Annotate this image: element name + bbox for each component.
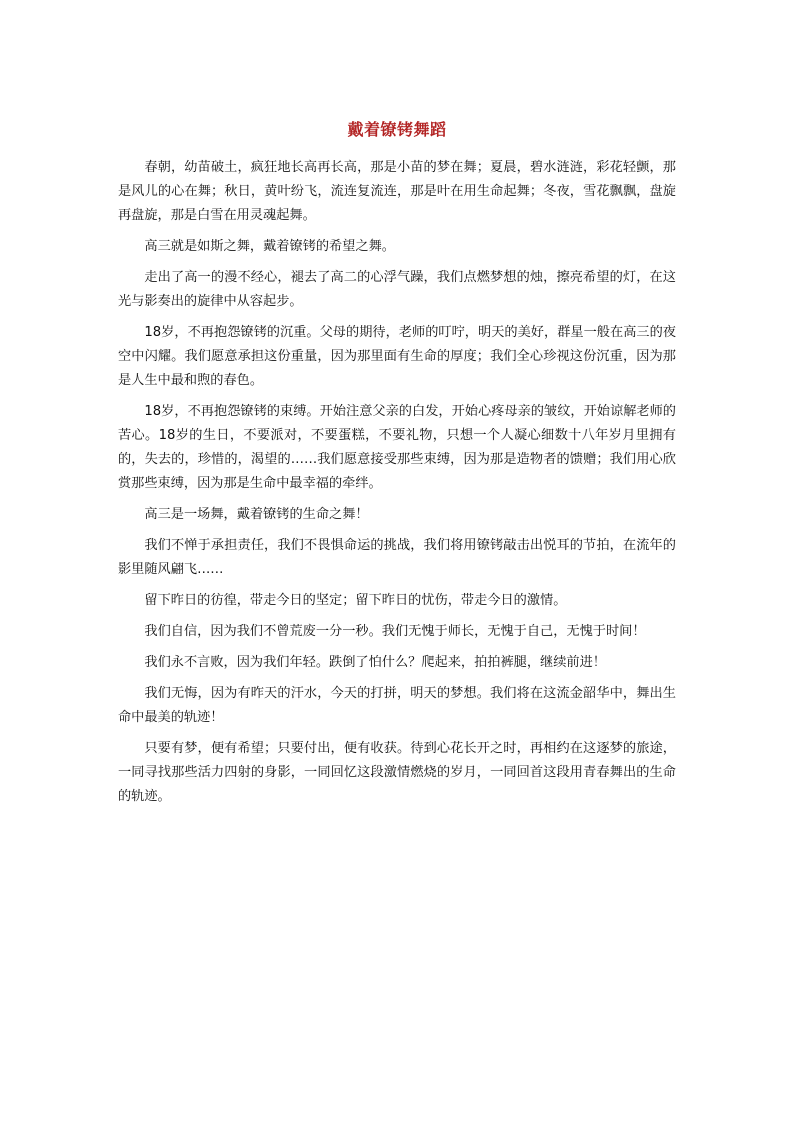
paragraph-2: 高三就是如斯之舞，戴着镣铐的希望之舞。 [144, 239, 395, 254]
document-page [118, 118, 676, 816]
paragraph-9: 我们自信，因为我们不曾荒废一分一秒。我们无愧于师长，无愧于自己，无愧于时间！ [144, 624, 646, 639]
paragraph-4: 18岁，不再抱怨镣铐的沉重。父母的期待，老师的叮咛，明天的美好，群星一般在高三的夜空中闪耀。我们愿意承担这份重量，因为那里面有生命的厚度；我们全心珍视这份沉重，因为那是人生中最和煦的春色。 [118, 325, 676, 388]
paragraph-12: 只要有梦，便有希望；只要付出，便有收获。待到心花长开之时，再相约在这逐梦的旅途，一同寻找那些活力四射的身影，一同回忆这段激情燃烧的岁月，一同回首这段用青春舞出的生命的轨迹。 [118, 741, 676, 804]
paragraph-11: 我们无悔，因为有昨天的汗水，今天的打拼，明天的梦想。我们将在这流金韶华中，舞出生命中最美的轨迹！ [118, 686, 676, 725]
paragraph-8: 留下昨日的彷徨，带走今日的坚定；留下昨日的忧伤，带走今日的激情。 [144, 593, 567, 608]
paragraph-7: 我们不惮于承担责任，我们不畏惧命运的挑战，我们将用镣铐敲击出悦耳的节拍，在流年的影里随风翩飞…… [118, 538, 676, 577]
paragraph-5: 18岁，不再抱怨镣铐的束缚。开始注意父亲的白发，开始心疼母亲的皱纹，开始谅解老师的苦心。18岁的生日，不要派对，不要蛋糕，不要礼物，只想一个人凝心细数十八年岁月里拥有的，失去的，珍惜的，渴望的……我们愿意接受那些束缚，因为那是造物者的馈赠；我们用心欣赏那些束缚，因为那是生命中最幸福的牵绊。 [118, 404, 676, 491]
paragraph-1: 春朝，幼苗破土，疯狂地长高再长高，那是小苗的梦在舞；夏晨，碧水涟涟，彩花轻颤，那是风儿的心在舞；秋日，黄叶纷飞，流连复流连，那是叶在用生命起舞；冬夜，雪花飘飘，盘旋再盘旋，那是白雪在用灵魂起舞。 [118, 160, 676, 223]
paragraph-6: 高三是一场舞，戴着镣铐的生命之舞！ [144, 507, 369, 522]
paragraph-10: 我们永不言败，因为我们年轻。跌倒了怕什么？爬起来，拍拍裤腿，继续前进！ [144, 655, 606, 670]
document-title: 戴着镣铐舞蹈 [347, 120, 447, 139]
paragraph-3: 走出了高一的漫不经心，褪去了高二的心浮气躁，我们点燃梦想的烛，擦亮希望的灯，在这光与影奏出的旋律中从容起步。 [118, 270, 676, 309]
